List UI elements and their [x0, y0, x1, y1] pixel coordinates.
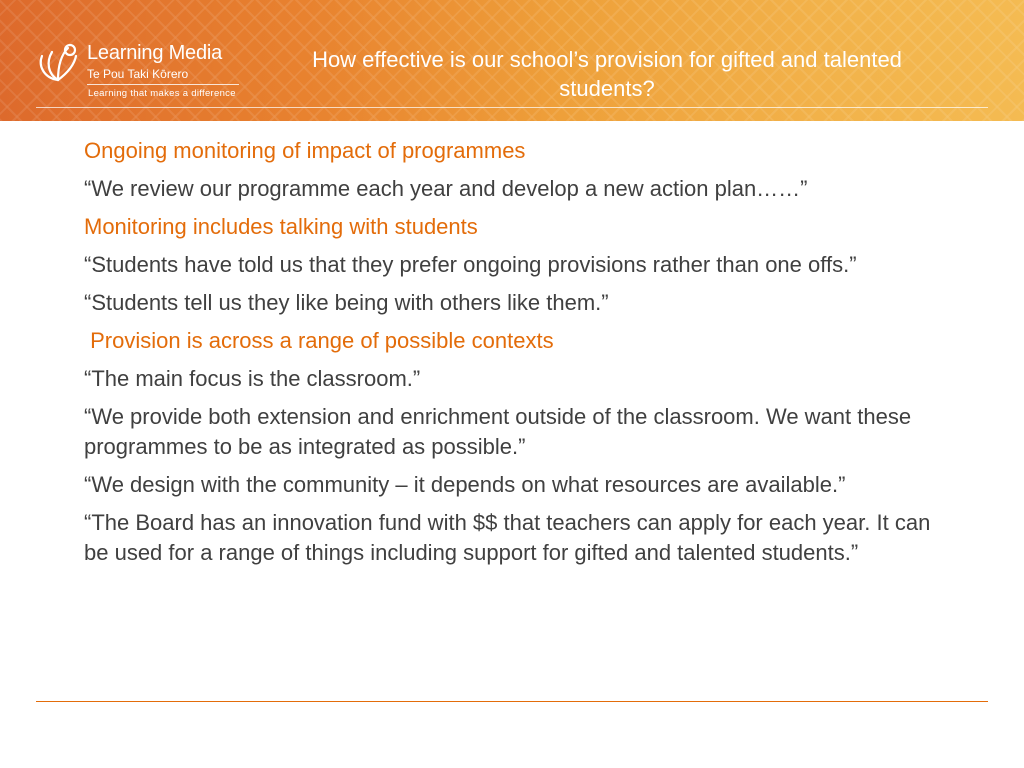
logo	[34, 38, 244, 102]
section-heading: Provision is across a range of possible contexts	[84, 328, 554, 353]
logo-divider	[87, 84, 239, 85]
header-divider	[36, 107, 988, 108]
logo-tagline: Learning that makes a difference	[88, 88, 236, 99]
quote-paragraph: “Students have told us that they prefer ongoing provisions rather than one offs.”	[84, 252, 857, 277]
slide-content	[84, 136, 954, 576]
footer-divider	[36, 701, 988, 702]
section-heading: Ongoing monitoring of impact of programmes	[84, 138, 526, 163]
quote-paragraph: “Students tell us they like being with others like them.”	[84, 290, 609, 315]
quote-paragraph: “We review our programme each year and develop a new action plan……”	[84, 176, 808, 201]
learning-media-logo-icon	[34, 38, 82, 86]
quote-paragraph: “The main focus is the classroom.”	[84, 366, 421, 391]
quote-paragraph: “The Board has an innovation fund with $$ that teachers can apply for each year. It can be used for a range of things including support for gifted and talented students.”	[84, 510, 931, 565]
logo-subtitle: Te Pou Taki Kōrero	[87, 67, 189, 81]
slide-title: How effective is our school’s provision for gifted and talented students?	[312, 47, 902, 101]
header-banner	[0, 0, 1024, 121]
logo-name: Learning Media	[87, 42, 223, 64]
quote-paragraph: “We provide both extension and enrichment outside of the classroom. We want these programmes to be as integrated as possible.”	[84, 404, 912, 459]
section-heading: Monitoring includes talking with students	[84, 214, 478, 239]
quote-paragraph: “We design with the community – it depends on what resources are available.”	[84, 472, 846, 497]
